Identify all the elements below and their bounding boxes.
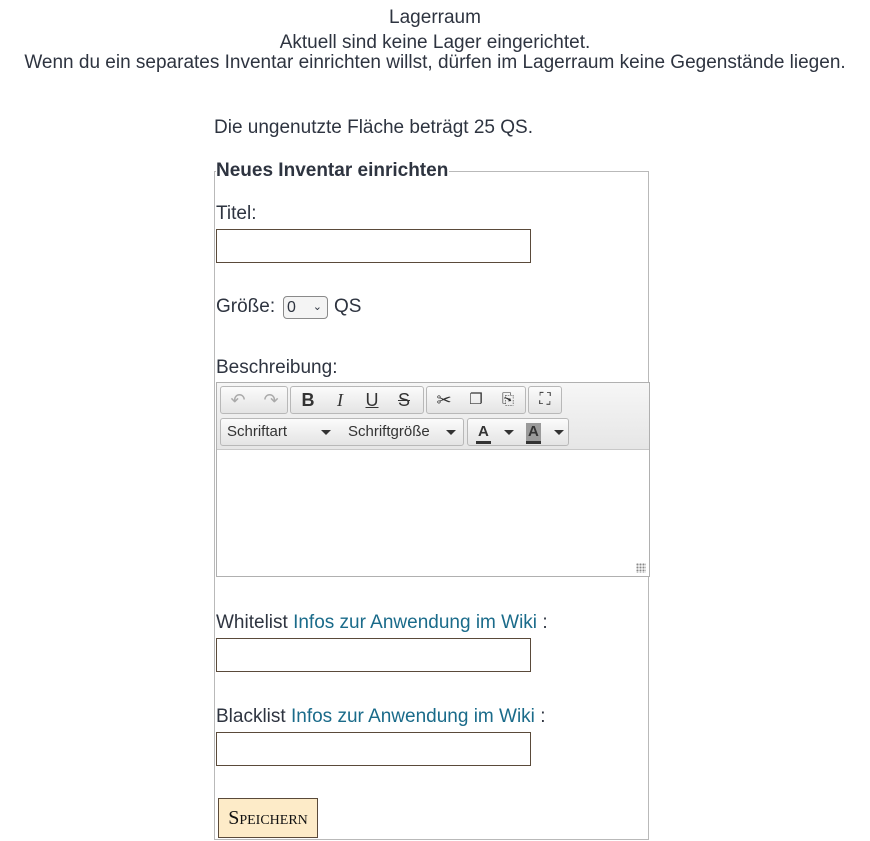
font-size-combo-label: Schriftgröße (348, 423, 430, 440)
font-size-combo[interactable] (342, 419, 468, 445)
resize-grip-icon[interactable] (636, 563, 646, 573)
title-input[interactable] (216, 229, 531, 263)
fieldset-legend: Neues Inventar einrichten (216, 160, 449, 181)
blacklist-input[interactable] (216, 732, 531, 766)
font-combos-group (220, 418, 464, 446)
clipboard-group (426, 386, 526, 414)
format-group (290, 386, 424, 414)
rich-text-editor (216, 382, 650, 577)
chevron-down-icon (321, 430, 331, 435)
whitelist-label: Whitelist (216, 612, 288, 633)
cut-icon[interactable]: ✂ (436, 390, 452, 410)
maximize-icon[interactable]: ⛶ (539, 391, 551, 408)
title-label: Titel: (216, 203, 257, 224)
size-select-value: 0 (287, 299, 296, 316)
view-group (528, 386, 562, 414)
text-color-button[interactable] (470, 419, 522, 445)
whitelist-label-row (216, 612, 548, 634)
size-unit: QS (334, 296, 362, 317)
history-group (220, 386, 288, 414)
size-label: Größe: (216, 296, 276, 317)
font-family-combo[interactable] (221, 419, 345, 445)
status-message: Aktuell sind keine Lager eingerichtet. (279, 32, 591, 53)
whitelist-input[interactable] (216, 638, 531, 672)
save-button[interactable]: Speichern (218, 798, 318, 838)
hint-message: Wenn du ein separates Inventar einrichten willst, dürfen im Lagerraum keine Gegenstände liegen. (24, 52, 846, 73)
chevron-down-icon (504, 430, 514, 435)
size-select[interactable] (283, 296, 328, 319)
undo-icon[interactable]: ↶ (230, 390, 246, 410)
background-color-button[interactable] (520, 419, 572, 445)
page-title: Lagerraum (389, 7, 481, 28)
paste-icon[interactable]: ⎘ (501, 391, 514, 408)
underline-icon[interactable]: U (365, 390, 379, 410)
description-label: Beschreibung: (216, 357, 338, 378)
chevron-down-icon (446, 430, 456, 435)
color-group (467, 418, 569, 446)
blacklist-label-row (216, 706, 545, 728)
free-space-info: Die ungenutzte Fläche beträgt 25 QS. (214, 117, 533, 138)
chevron-down-icon: ⌄ (312, 301, 322, 313)
whitelist-wiki-link[interactable]: Infos zur Anwendung im Wiki (293, 612, 538, 633)
blacklist-wiki-link[interactable]: Infos zur Anwendung im Wiki (290, 706, 535, 727)
italic-icon[interactable]: I (337, 390, 343, 410)
redo-icon[interactable]: ↷ (263, 390, 279, 410)
copy-icon[interactable]: ❐ (469, 391, 483, 408)
blacklist-label: Blacklist (216, 706, 286, 727)
whitelist-colon: : (542, 612, 548, 633)
editor-content-area[interactable] (217, 450, 649, 576)
strikethrough-icon[interactable]: S (397, 390, 410, 410)
bold-icon[interactable]: B (301, 390, 315, 410)
text-color-icon: A (476, 423, 491, 444)
font-family-combo-label: Schriftart (227, 423, 288, 440)
chevron-down-icon (554, 430, 564, 435)
background-color-icon: A (526, 423, 541, 444)
editor-toolbar (217, 383, 649, 450)
blacklist-colon: : (540, 706, 546, 727)
